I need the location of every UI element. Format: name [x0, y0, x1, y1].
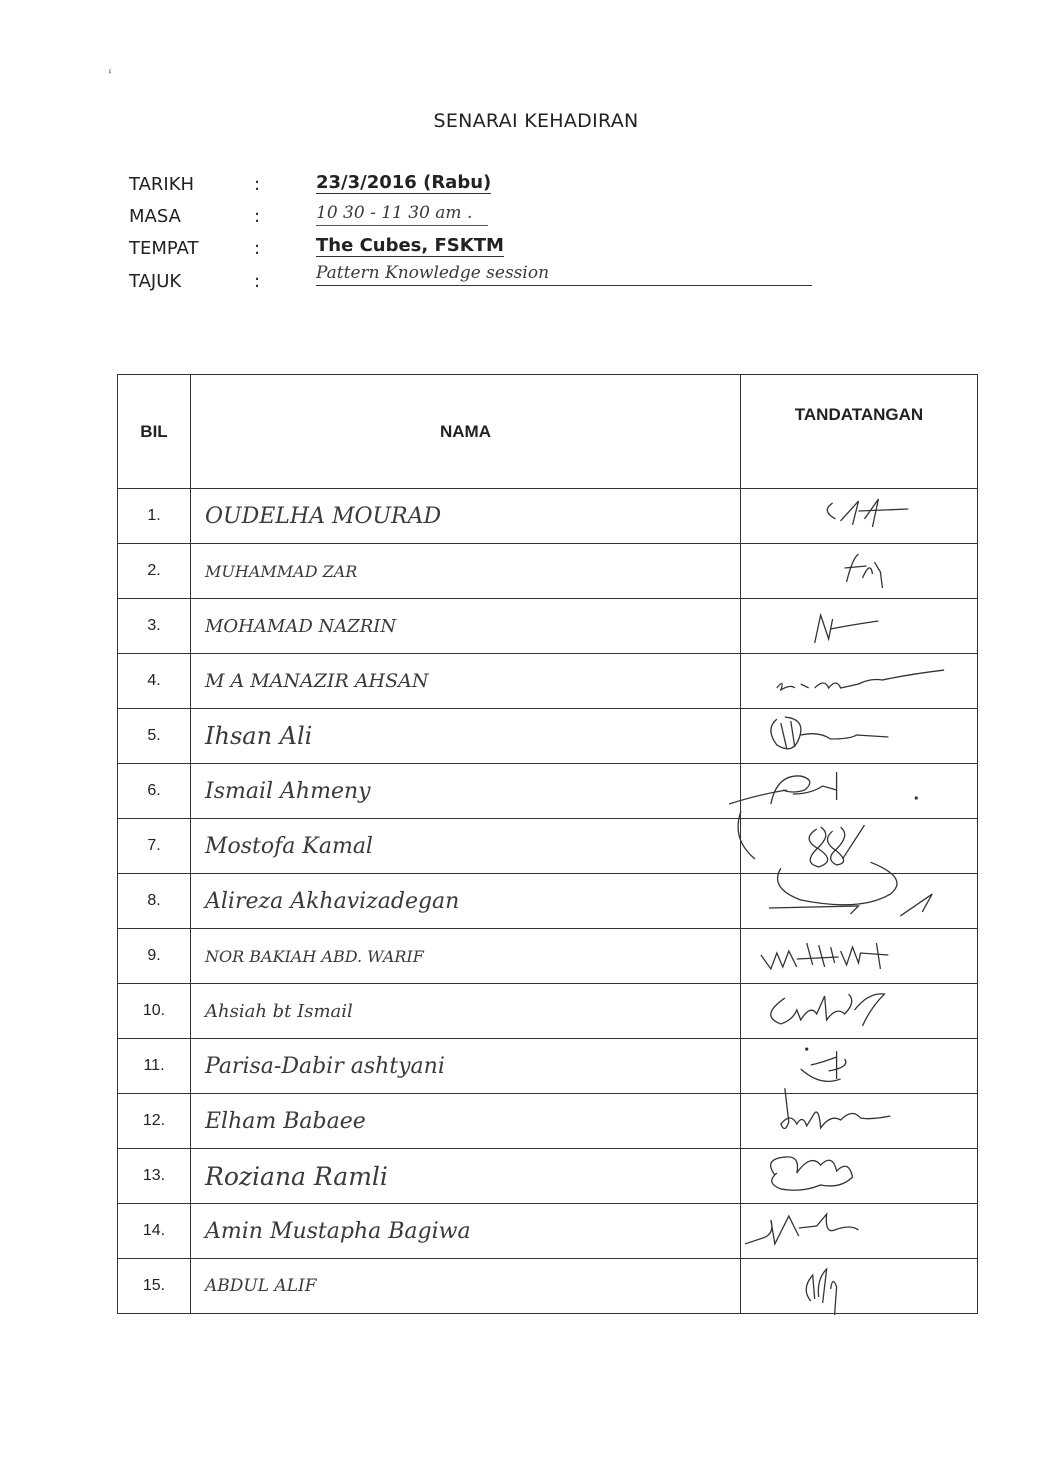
signature-image — [741, 709, 977, 763]
table-row — [118, 599, 978, 654]
row-number: 9. — [118, 929, 191, 984]
row-number: 15. — [118, 1259, 191, 1314]
row-number: 11. — [118, 1039, 191, 1094]
row-name: ABDUL ALIF — [191, 1259, 741, 1314]
row-number: 2. — [118, 544, 191, 599]
row-name: NOR BAKIAH ABD. WARIF — [191, 929, 741, 984]
row-signature — [741, 1149, 978, 1204]
row-name: Elham Babaee — [191, 1094, 741, 1149]
table-row — [118, 544, 978, 599]
column-header-tandatangan: TANDATANGAN — [741, 375, 978, 489]
field-label-tajuk: TAJUK — [129, 271, 182, 292]
field-value-masa: 10 30 - 11 30 am . — [316, 203, 473, 223]
signature-image — [741, 929, 977, 983]
table-row — [118, 819, 978, 874]
row-signature — [741, 874, 978, 929]
table-row — [118, 1149, 978, 1204]
signature-image — [741, 764, 977, 818]
row-number: 8. — [118, 874, 191, 929]
row-number: 1. — [118, 489, 191, 544]
row-signature — [741, 819, 978, 874]
signature-image — [741, 1259, 977, 1313]
field-colon: : — [254, 206, 261, 227]
table-row — [118, 929, 978, 984]
scan-mark: ‘ — [108, 66, 112, 86]
field-label-masa: MASA — [129, 206, 181, 227]
signature-image — [741, 654, 977, 708]
row-name: Ismail Ahmeny — [191, 764, 741, 819]
table-row — [118, 489, 978, 544]
row-name: MOHAMAD NAZRIN — [191, 599, 741, 654]
table-row — [118, 709, 978, 764]
row-signature — [741, 1094, 978, 1149]
signature-image — [741, 1149, 977, 1203]
table-row — [118, 1259, 978, 1314]
signature-image — [741, 819, 977, 873]
row-name: Roziana Ramli — [191, 1149, 741, 1204]
row-name: M A MANAZIR AHSAN — [191, 654, 741, 709]
row-name: MUHAMMAD ZAR — [191, 544, 741, 599]
row-signature — [741, 1259, 978, 1314]
field-label-tarikh: TARIKH — [129, 174, 195, 195]
row-number: 6. — [118, 764, 191, 819]
field-colon: : — [254, 271, 261, 292]
row-signature — [741, 489, 978, 544]
signature-image — [741, 489, 977, 543]
table-row — [118, 764, 978, 819]
row-signature — [741, 599, 978, 654]
row-signature — [741, 764, 978, 819]
row-name: Ihsan Ali — [191, 709, 741, 764]
field-colon: : — [254, 174, 261, 195]
row-number: 4. — [118, 654, 191, 709]
table-row — [118, 654, 978, 709]
column-header-nama: NAMA — [191, 375, 741, 489]
table-row — [118, 1204, 978, 1259]
row-signature — [741, 1204, 978, 1259]
row-signature — [741, 654, 978, 709]
row-signature — [741, 929, 978, 984]
column-header-bil: BIL — [118, 375, 191, 489]
field-value-tajuk: Pattern Knowledge session — [316, 263, 550, 283]
row-number: 10. — [118, 984, 191, 1039]
row-number: 7. — [118, 819, 191, 874]
signature-image — [741, 874, 977, 928]
row-signature — [741, 544, 978, 599]
row-name: OUDELHA MOURAD — [191, 489, 741, 544]
row-name: Alireza Akhavizadegan — [191, 874, 741, 929]
attendance-table — [117, 374, 978, 1314]
field-value-tarikh: 23/3/2016 (Rabu) — [316, 172, 492, 193]
row-number: 13. — [118, 1149, 191, 1204]
field-colon: : — [254, 238, 261, 259]
row-number: 5. — [118, 709, 191, 764]
signature-image — [741, 544, 977, 598]
signature-image — [741, 1204, 977, 1258]
row-signature — [741, 1039, 978, 1094]
document-title: SENARAI KEHADIRAN — [433, 110, 639, 132]
table-row — [118, 984, 978, 1039]
row-name: Amin Mustapha Bagiwa — [191, 1204, 741, 1259]
table-row — [118, 874, 978, 929]
table-row — [118, 1094, 978, 1149]
row-name: Parisa-Dabir ashtyani — [191, 1039, 741, 1094]
row-number: 14. — [118, 1204, 191, 1259]
field-value-tempat: The Cubes, FSKTM — [316, 235, 504, 256]
field-underline — [316, 225, 488, 226]
field-label-tempat: TEMPAT — [129, 238, 199, 259]
row-name: Mostofa Kamal — [191, 819, 741, 874]
signature-image — [741, 1039, 977, 1093]
signature-image — [741, 599, 977, 653]
row-number: 3. — [118, 599, 191, 654]
signature-image — [741, 984, 977, 1038]
row-signature — [741, 984, 978, 1039]
table-header-row — [118, 375, 978, 489]
signature-image — [741, 1094, 977, 1148]
row-number: 12. — [118, 1094, 191, 1149]
table-row — [118, 1039, 978, 1094]
row-name: Ahsiah bt Ismail — [191, 984, 741, 1039]
field-underline — [316, 285, 812, 286]
row-signature — [741, 709, 978, 764]
